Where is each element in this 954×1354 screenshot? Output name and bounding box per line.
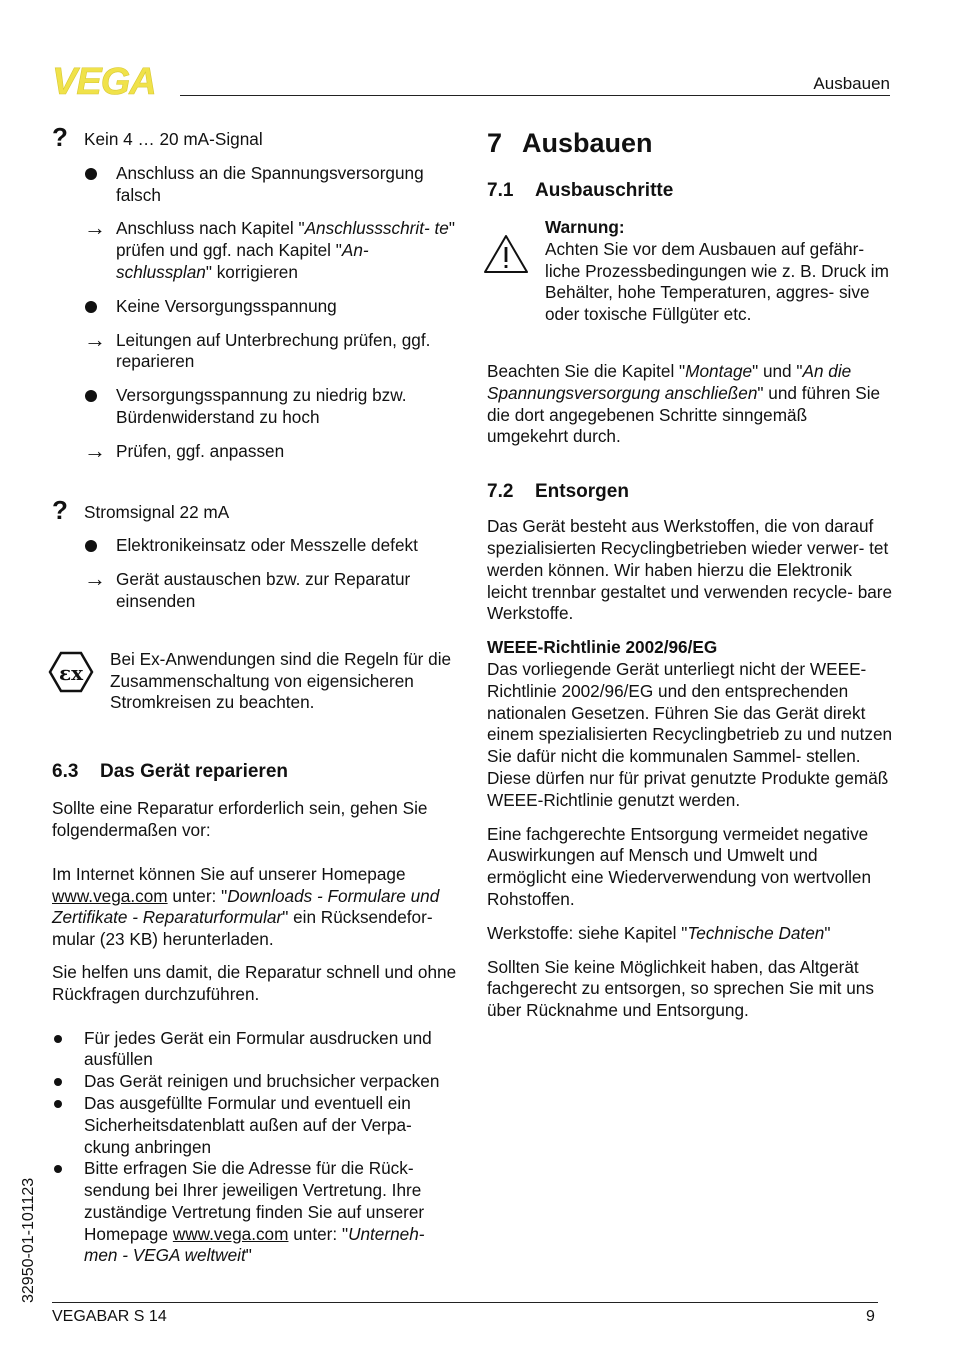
ex-protection-icon xyxy=(48,651,94,693)
list-item xyxy=(52,1028,460,1072)
svg-text:εx: εx xyxy=(58,660,84,685)
cause-text: Versorgungsspannung zu niedrig bzw. Bürdenwiderstand zu hoch xyxy=(116,385,407,427)
vega-homepage-link[interactable]: www.vega.com xyxy=(172,1223,289,1244)
disposal-p4-text: Werkstoffe: siehe Kapitel " xyxy=(487,922,688,943)
vega-homepage-link[interactable]: www.vega.com xyxy=(52,885,168,906)
arrow-right-icon: → xyxy=(84,566,106,592)
remedy-text: Leitungen auf Unterbrechung prüfen, ggf. reparieren xyxy=(116,329,431,372)
repair-step-text: Das ausgefüllte Formular und eventuell ein Sicherheitsdatenblatt außen auf der Verpa- ckung anbringen xyxy=(84,1092,412,1157)
remedy-item xyxy=(52,215,460,283)
bullet-icon xyxy=(54,1078,62,1086)
chapter-number: 7 xyxy=(487,128,503,158)
arrow-right-icon: → xyxy=(84,326,106,352)
remedy-item xyxy=(52,326,460,374)
disposal-p3: Eine fachgerechte Entsorgung vermeidet negative Auswirkungen auf Mensch und Umwelt und ermöglicht eine Wiederverwendung von wertvollen Rohstoffen. xyxy=(487,823,872,909)
remedy-text: Gerät austauschen bzw. zur Reparatur einsenden xyxy=(116,569,411,611)
list-item xyxy=(52,1158,460,1267)
repair-last-step-path: Unterneh- men - VEGA weltweit xyxy=(84,1223,425,1266)
footer-rule xyxy=(52,1302,878,1303)
disposal-heading xyxy=(487,480,893,504)
repair-title: Das Gerät reparieren xyxy=(100,761,288,783)
cause-item xyxy=(52,535,460,557)
arrow-right-icon: → xyxy=(84,215,106,241)
troubleshooting-block xyxy=(52,122,460,463)
repair-download-paragraph xyxy=(52,864,460,951)
left-column xyxy=(52,122,460,1267)
disposal-number: 7.2 xyxy=(487,481,514,503)
bullet-icon xyxy=(85,301,97,313)
cause-text: Elektronikeinsatz oder Messzelle defekt xyxy=(116,535,418,556)
bullet-icon xyxy=(54,1165,62,1173)
question-mark-icon: ? xyxy=(52,494,68,525)
disposal-p4 xyxy=(487,923,893,945)
steps-text: " und führen Sie die dort angegebenen Schritte sinngemäß umgekehrt durch. xyxy=(487,382,881,447)
bullet-icon xyxy=(85,390,97,402)
cause-item xyxy=(52,296,460,318)
disposal-p1: Das Gerät besteht aus Werkstoffen, die von darauf spezialisierten Recyclingbetrieben wieder verwer- tet werden können. Wir haben hierzu die Elektronik leicht trennbar gestaltet und verwenden recycle- bare Werkstoffe. xyxy=(487,516,893,624)
repair-number: 6.3 xyxy=(52,761,79,783)
remedy-text-part: " korrigieren xyxy=(205,261,298,282)
remedy-item xyxy=(52,437,460,463)
cause-text: Anschluss an die Spannungsversorgung falsch xyxy=(116,162,424,205)
page-number: 9 xyxy=(866,1308,875,1325)
list-item xyxy=(52,1071,460,1093)
bullet-icon xyxy=(54,1035,62,1043)
repair-last-step-text: Bitte erfragen Sie die Adresse für die Rück- sendung bei Ihrer jeweiligen Vertretung. Ihre zuständige Vertretung finden Sie auf unserer Homepage xyxy=(84,1158,425,1244)
remedy-text-part: Anschlussschrit- te xyxy=(304,218,449,239)
repair-p2-text: unter: " xyxy=(167,885,228,906)
repair-heading xyxy=(52,760,460,784)
repair-steps-list xyxy=(52,1028,460,1159)
remedy-text-part: " prüfen und ggf. nach Kapitel " xyxy=(116,218,455,261)
bullet-icon xyxy=(85,168,97,180)
disposal-title: Entsorgen xyxy=(535,481,629,503)
disposal-p4-text: " xyxy=(824,922,831,943)
warning-text: Achten Sie vor dem Ausbauen auf gefähr- liche Prozessbedingungen wie z. B. Druck im Behälter, hohe Temperaturen, aggres- sive oder toxische Füllgüter etc. xyxy=(545,238,889,325)
steps-paragraph xyxy=(487,361,893,448)
repair-step-text: Für jedes Gerät ein Formular ausdrucken und ausfüllen xyxy=(84,1027,432,1070)
repair-p2-text: Im Internet können Sie auf unserer Homepage xyxy=(52,863,406,884)
right-column xyxy=(487,126,893,1022)
list-item xyxy=(52,1093,460,1158)
weee-title: WEEE-Richtlinie 2002/96/EG xyxy=(487,637,718,658)
remedy-text-part: An- schlussplan xyxy=(116,240,369,282)
steps-heading xyxy=(487,179,893,203)
remedy-text: Prüfen, ggf. anpassen xyxy=(116,440,285,461)
cause-item xyxy=(52,163,460,207)
header-section-title: Ausbauen xyxy=(813,74,890,93)
chapter-ref-power: An die Spannungsversorgung anschließen xyxy=(487,360,852,403)
cause-item xyxy=(52,385,460,429)
chapter-heading xyxy=(487,126,893,160)
chapter-ref-technical-data: Technische Daten xyxy=(687,922,825,943)
document-code: 32950-01-101123 xyxy=(20,1177,37,1303)
repair-p2-text: " ein Rücksendefor- mular (23 KB) herunterladen. xyxy=(52,907,433,950)
symptom-text: Stromsignal 22 mA xyxy=(84,501,230,522)
cause-text: Keine Versorgungsspannung xyxy=(116,295,337,316)
repair-last-step-text: unter: " xyxy=(288,1223,349,1244)
troubleshooting-list xyxy=(52,122,460,613)
logo-text: VEGA xyxy=(52,62,156,102)
repair-step-text: Das Gerät reinigen und bruchsicher verpacken xyxy=(84,1071,440,1092)
remedy-text-part: Anschluss nach Kapitel " xyxy=(116,218,305,239)
troubleshooting-block xyxy=(52,494,460,613)
footer-product: VEGABAR S 14 xyxy=(52,1308,167,1325)
repair-p3: Sie helfen uns damit, die Reparatur schnell und ohne Rückfragen durchzuführen. xyxy=(52,961,457,1004)
repair-intro: Sollte eine Reparatur erforderlich sein, gehen Sie folgendermaßen vor: xyxy=(52,798,428,840)
warning-title: Warnung: xyxy=(545,217,625,237)
ex-note-text: Bei Ex-Anwendungen sind die Regeln für die Zusammenschaltung von eigensicheren Stromkreisen zu beachten. xyxy=(110,648,452,713)
weee-text: Das vorliegende Gerät unterliegt nicht der WEEE- Richtlinie 2002/96/EG und den entsprechenden nationalen Gesetzen. Führen Sie das Gerät direkt einem spezialisierten Recyclingbetrieb zu und nutzen Sie dafür nicht die kommunalen Sammel- stellen. Diese dürfen nur für privat genutzte Produkte gemäß WEEE-Richtlinie genutzt werden. xyxy=(487,658,893,810)
disposal-p5: Sollten Sie keine Möglichkeit haben, das Altgerät fachgerecht zu entsorgen, so sprechen Sie mit uns über Rücknahme und Entsorgung. xyxy=(487,956,874,1021)
remedy-item xyxy=(52,566,460,613)
ex-note xyxy=(52,649,460,714)
vega-logo-mark xyxy=(52,62,172,102)
warning-icon xyxy=(483,233,529,275)
steps-number: 7.1 xyxy=(487,180,514,201)
chapter-title: Ausbauen xyxy=(522,128,653,158)
steps-text: " und " xyxy=(752,360,803,381)
steps-text: Beachten Sie die Kapitel " xyxy=(487,360,686,381)
warning-box xyxy=(487,217,893,326)
symptom-text: Kein 4 … 20 mA-Signal xyxy=(84,129,263,149)
repair-section xyxy=(52,760,460,1267)
bullet-icon xyxy=(85,540,97,552)
question-mark-icon: ? xyxy=(52,122,68,152)
vega-logo xyxy=(52,62,172,102)
header-rule xyxy=(180,95,890,96)
chapter-ref-montage: Montage xyxy=(685,360,753,381)
bullet-icon xyxy=(54,1100,62,1108)
repair-last-step-text: " xyxy=(245,1245,252,1266)
arrow-right-icon: → xyxy=(84,437,106,463)
repair-form-path: Downloads - Formulare und Zertifikate - Reparaturformular xyxy=(52,885,440,928)
steps-title: Ausbauschritte xyxy=(535,180,674,201)
